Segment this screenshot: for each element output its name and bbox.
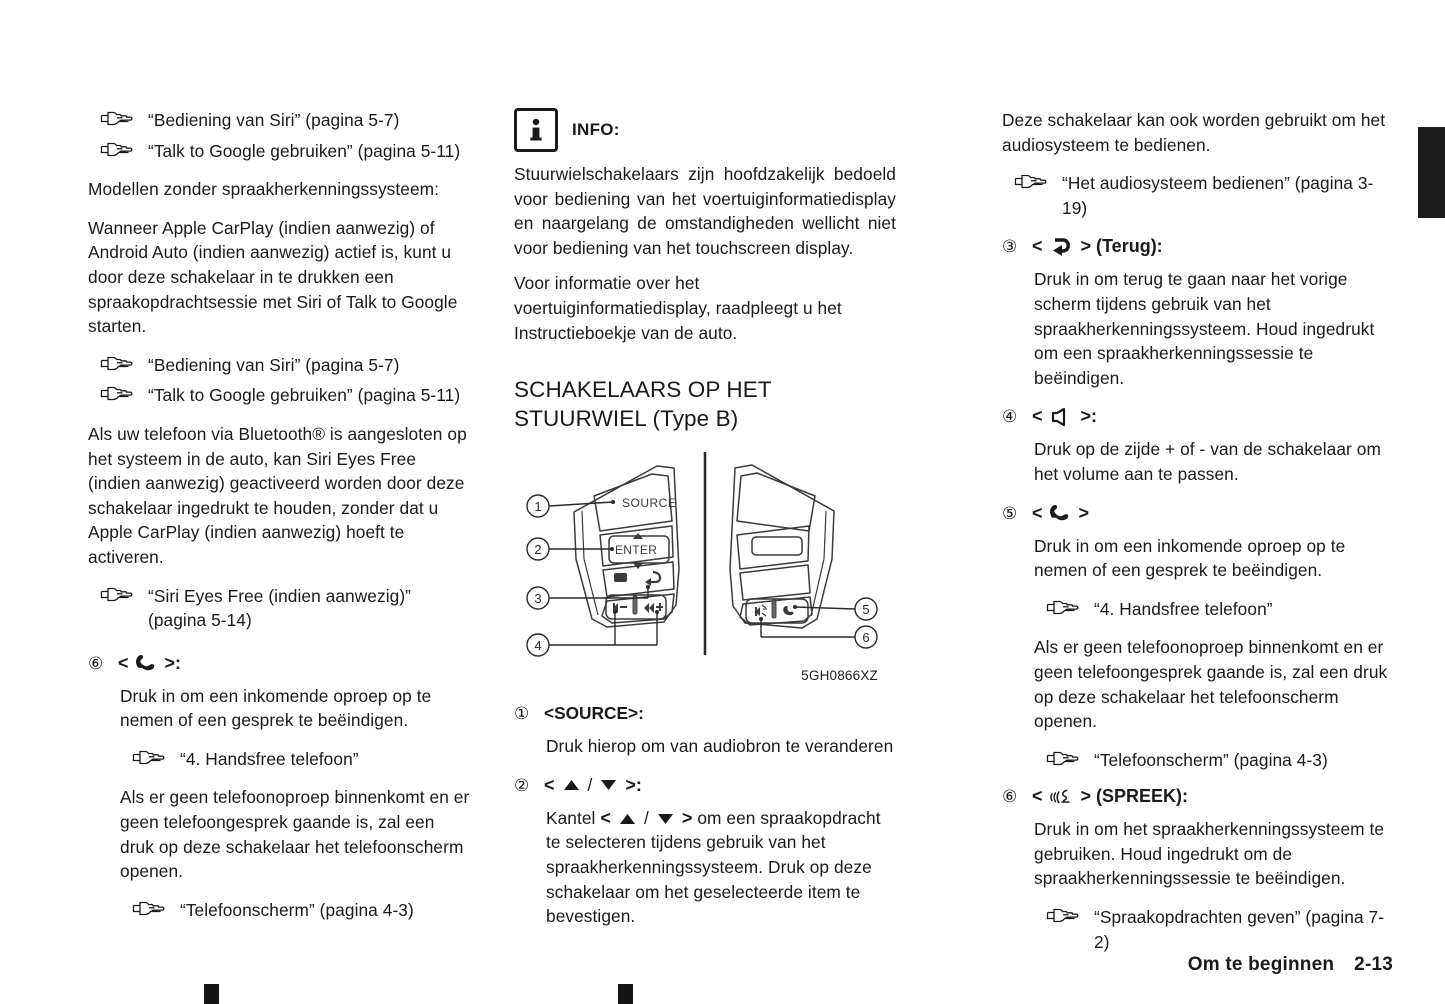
cross-reference[interactable] — [1002, 748, 1392, 773]
callout-number: ② — [514, 775, 530, 795]
callout-heading — [544, 773, 642, 798]
phone-handset-icon — [134, 653, 160, 673]
callout-heading — [1032, 501, 1089, 526]
cross-reference[interactable] — [88, 139, 470, 164]
angle-open: < — [1032, 786, 1043, 807]
speaker-volume-icon — [1051, 407, 1073, 427]
angle-close: >: — [625, 774, 642, 795]
angle-open: < — [600, 807, 611, 828]
registration-mark-middle — [618, 984, 633, 1004]
angle-open: < — [1032, 502, 1043, 523]
cross-reference[interactable] — [88, 584, 470, 633]
up-triangle-icon — [619, 812, 636, 826]
pointing-hand-icon — [100, 141, 134, 158]
pointing-hand-icon — [132, 749, 166, 766]
cross-reference[interactable] — [88, 353, 470, 378]
reference-text: “Bediening van Siri” (pagina 5-7) — [148, 354, 400, 375]
info-body: Stuurwielschakelaars zijn hoofdzakelijk bedoeld voor bediening van het voertuiginformatiedisplay en naargelang de omstandigheden wellicht niet voor bediening van het touchscreen display. — [514, 164, 896, 258]
reference-text: “4. Handsfree telefoon” — [1094, 598, 1273, 619]
left-column — [88, 108, 470, 928]
callout-item-6 — [1002, 784, 1392, 809]
callout-2-body-pre: Kantel — [546, 807, 601, 828]
reference-text: “Bediening van Siri” (pagina 5-7) — [148, 110, 400, 130]
callout-2-body — [546, 806, 896, 929]
callout-6-body: Druk in om het spraakherkenningssysteem te gebruiken. Houd ingedrukt om de spraakherkenningssessie te beëindigen. — [1034, 819, 1385, 889]
callout-item-6 — [88, 651, 470, 676]
info-label: INFO: — [572, 120, 620, 139]
pointing-hand-icon — [1046, 907, 1080, 924]
callout-heading: <SOURCE>: — [544, 703, 644, 724]
info-body-2: Voor informatie over het voertuiginformatiedisplay, raadpleegt u het Instructieboekje van de auto. — [514, 273, 842, 343]
pointing-hand-icon — [100, 110, 134, 127]
reference-text: “Spraakopdrachten geven” (pagina 7-2) — [1094, 907, 1385, 952]
reference-text: “4. Handsfree telefoon” — [180, 748, 359, 769]
callout-item-1 — [514, 701, 896, 726]
callout-number: ⑤ — [1002, 503, 1018, 523]
angle-close: >: — [164, 652, 182, 673]
paragraph-audio-system: Deze schakelaar kan ook worden gebruikt om het audiosysteem te bedienen. — [1002, 110, 1386, 155]
separator-slash: / — [587, 774, 593, 795]
callout-number: ④ — [1002, 407, 1018, 427]
svg-text:SOURCE: SOURCE — [622, 496, 677, 511]
pointing-hand-icon — [1014, 173, 1048, 190]
cross-reference[interactable] — [1002, 597, 1392, 622]
cross-reference[interactable] — [1002, 905, 1392, 954]
page-title: SCHAKELAARS OP HET STUURWIEL (Type B) — [514, 377, 772, 432]
callout-5-body: Druk in om een inkomende oproep op te nemen of een gesprek te beëindigen. — [1034, 535, 1346, 581]
callout-heading — [1032, 404, 1097, 429]
steering-wheel-switches-type-b-diagram — [514, 449, 896, 683]
pointing-hand-icon — [1046, 750, 1080, 767]
registration-mark-left — [204, 984, 219, 1004]
callout-heading — [1032, 234, 1163, 259]
svg-text:1: 1 — [534, 499, 542, 515]
callout-number: ⑥ — [1002, 787, 1018, 807]
callout-number: ⑥ — [88, 653, 104, 673]
angle-open: < — [118, 652, 129, 673]
callout-2-body-post: om een spraakopdracht te selecteren tijdens gebruik van het spraakherkenningssysteem. Druk op deze schakelaar om het geselecteerde item te bevestigen. — [546, 807, 881, 927]
figure-caption: 5GH0866XZ — [801, 668, 878, 684]
reference-text: “Telefoonscherm” (pagina 4-3) — [180, 899, 414, 920]
cross-reference[interactable] — [88, 108, 470, 133]
reference-text: “Siri Eyes Free (indien aanwezig)” (pagina 5-14) — [148, 585, 411, 631]
callout-3-body: Druk in om terug te gaan naar het vorige scherm tijdens gebruik van het spraakherkenningssysteem. Houd ingedrukt om een spraakherkenningssessie te beëindigen. — [1034, 269, 1375, 388]
callout-number: ③ — [1002, 237, 1018, 257]
down-triangle-icon — [600, 778, 617, 792]
pointing-hand-icon — [100, 586, 134, 603]
angle-close: > (Terug): — [1080, 236, 1163, 257]
cross-reference[interactable] — [88, 898, 470, 923]
pointing-hand-icon — [100, 385, 134, 402]
chapter-edge-tab — [1418, 127, 1445, 218]
angle-close: > — [681, 807, 693, 828]
callout-item-4 — [1002, 404, 1392, 429]
speak-voice-icon — [1049, 787, 1075, 807]
pointing-hand-icon — [1046, 599, 1080, 616]
angle-close: > — [1078, 502, 1090, 523]
svg-text:3: 3 — [534, 591, 542, 607]
svg-text:6: 6 — [862, 630, 870, 646]
callout-heading — [118, 651, 181, 676]
phone-handset-icon — [1048, 503, 1074, 523]
separator-slash: / — [643, 807, 649, 828]
cross-reference[interactable] — [1002, 171, 1392, 220]
right-column — [1002, 108, 1392, 960]
footer-page-number: 2-13 — [1354, 954, 1393, 975]
callout-1-body: Druk hierop om van audiobron te veranderen — [546, 736, 894, 757]
angle-close: >: — [1080, 406, 1098, 427]
callout-item-5 — [1002, 501, 1392, 526]
up-triangle-icon — [563, 778, 580, 792]
subheading-models-without: Modellen zonder spraakherkenningssysteem: — [88, 179, 440, 200]
angle-open: < — [544, 774, 555, 795]
reference-text: “Het audiosysteem bedienen” (pagina 3-19) — [1062, 173, 1374, 218]
pointing-hand-icon — [132, 900, 166, 917]
svg-text:ENTER: ENTER — [615, 543, 658, 558]
angle-close: > (SPREEK): — [1080, 786, 1189, 807]
callout-5-body2: Als er geen telefoonoproep binnenkomt en er geen telefoongesprek gaande is, zal een druk op deze schakelaar het telefoonscherm openen. — [1034, 637, 1388, 732]
svg-text:5: 5 — [862, 602, 870, 618]
callout-6-body: Druk in om een inkomende oproep op te nemen of een gesprek te beëindigen. — [120, 685, 432, 731]
info-note-header — [514, 108, 896, 152]
pointing-hand-icon — [100, 355, 134, 372]
reference-text: “Telefoonscherm” (pagina 4-3) — [1094, 749, 1328, 770]
page-footer — [1188, 954, 1393, 976]
callout-heading — [1032, 784, 1188, 809]
reference-text: “Talk to Google gebruiken” (pagina 5-11) — [148, 385, 461, 406]
angle-open: < — [1032, 406, 1043, 427]
reference-text: “Talk to Google gebruiken” (pagina 5-11) — [148, 140, 461, 161]
paragraph-carplay: Wanneer Apple CarPlay (indien aanwezig) of Android Auto (indien aanwezig) actief is, kunt u door deze schakelaar in te drukken een spraakopdrachtsessie met Siri of Talk to Google starten. — [88, 217, 458, 337]
svg-text:2: 2 — [534, 542, 542, 558]
svg-text:4: 4 — [534, 638, 542, 654]
cross-reference[interactable] — [88, 383, 470, 408]
callout-6-body2: Als er geen telefoonoproep binnenkomt en er geen telefoongesprek gaande is, zal een druk op deze schakelaar het telefoonscherm openen. — [120, 787, 470, 882]
callout-item-3 — [1002, 234, 1392, 259]
info-i-icon — [514, 108, 558, 152]
cross-reference[interactable] — [88, 747, 470, 772]
paragraph-bluetooth: Als uw telefoon via Bluetooth® is aangesloten op het systeem in de auto, kan Siri Eyes Free (indien aanwezig) geactiveerd worden door deze schakelaar ingedrukt te houden, zonder dat u Apple CarPlay (indien aanwezig) hoeft te activeren. — [88, 423, 467, 567]
callout-number: ① — [514, 704, 530, 724]
middle-column — [514, 108, 896, 943]
angle-open: < — [1032, 236, 1043, 257]
callout-4-body: Druk op de zijde + of - van de schakelaar om het volume aan te passen. — [1034, 439, 1381, 484]
back-arrow-icon — [1050, 236, 1074, 257]
down-triangle-icon — [657, 812, 674, 826]
footer-section-title: Om te beginnen — [1187, 954, 1335, 975]
callout-item-2 — [514, 773, 896, 798]
